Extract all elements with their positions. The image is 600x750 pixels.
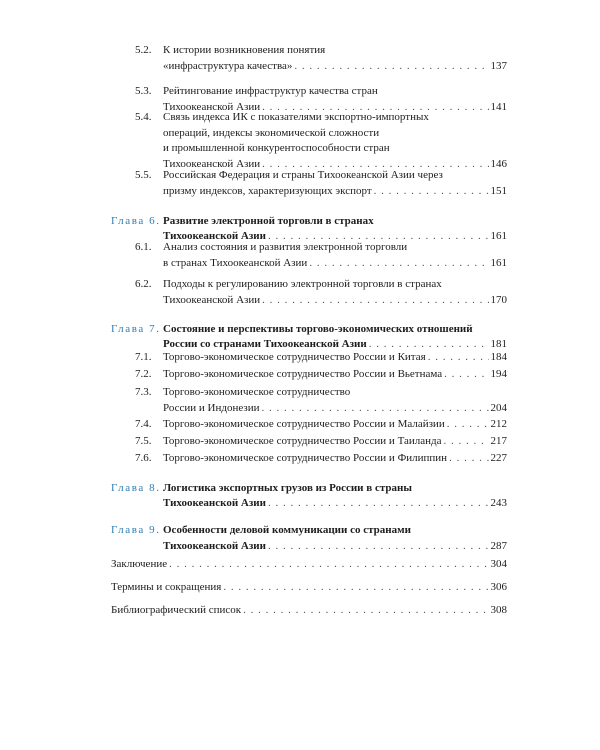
section-number: 7.1. — [135, 351, 152, 363]
page-number: 304 — [490, 558, 507, 570]
section-number: 6.2. — [135, 278, 152, 290]
chapter-label: Глава 7. — [111, 323, 161, 335]
chapter-title-line: Тихоокеанской Азии — [163, 497, 266, 509]
page-number: 161 — [490, 257, 507, 269]
toc-entry-6-2[interactable] — [163, 293, 507, 308]
page-number: 181 — [490, 338, 507, 350]
section-title-line: Российская Федерация и страны Тихоокеанской Азии через — [163, 169, 443, 181]
dot-leader — [262, 293, 488, 308]
section-title-line: Тихоокеанской Азии — [163, 101, 261, 113]
section-number: 5.2. — [135, 44, 152, 56]
section-title-line: Торгово-экономическое сотрудничество России и Китая — [163, 351, 426, 363]
section-number: 6.1. — [135, 241, 152, 253]
chapter-label: Глава 8. — [111, 482, 161, 494]
section-number: 5.5. — [135, 169, 152, 181]
section-title-line: Рейтингование инфраструктур качества стран — [163, 85, 378, 97]
dot-leader — [374, 184, 489, 199]
page-number: 151 — [490, 185, 507, 197]
page-number: 194 — [490, 368, 507, 380]
section-title-line: Торгово-экономическое сотрудничество России и Таиланда — [163, 435, 442, 447]
toc-entry-7-4[interactable] — [163, 417, 507, 432]
page-number: 217 — [490, 435, 507, 447]
page-number: 308 — [490, 604, 507, 616]
chapter-title-line: Логистика экспортных грузов из России в страны — [163, 482, 412, 494]
section-number: 5.3. — [135, 85, 152, 97]
dot-leader — [268, 496, 489, 511]
section-number: 7.2. — [135, 368, 152, 380]
section-number: 7.3. — [135, 386, 152, 398]
section-title-line: К истории возникновения понятия — [163, 44, 326, 56]
page-number: 146 — [490, 158, 507, 170]
chapter-title-line: Тихоокеанской Азии — [163, 230, 266, 242]
page-number: 212 — [490, 418, 507, 430]
page-number: 243 — [490, 497, 507, 509]
toc-entry-7-6[interactable] — [163, 451, 507, 466]
page-number: 287 — [490, 540, 507, 552]
dot-leader — [447, 417, 489, 432]
chapter-title-line: Состояние и перспективы торгово-экономических отношений — [163, 323, 473, 335]
page-number: 137 — [490, 60, 507, 72]
chapter-title-line: Тихоокеанской Азии — [163, 540, 266, 552]
dot-leader — [223, 580, 488, 595]
dot-leader — [449, 451, 488, 466]
section-title-line: «инфраструктура качества» — [163, 60, 293, 72]
section-title-line: Тихоокеанской Азии — [163, 158, 261, 170]
dot-leader — [444, 367, 488, 382]
section-title-line: Связь индекса ИК с показателями экспортно-импортных — [163, 111, 429, 123]
page-number: 227 — [490, 452, 507, 464]
page-number: 306 — [490, 581, 507, 593]
section-number: 5.4. — [135, 111, 152, 123]
back-matter-title: Термины и сокращения — [111, 581, 222, 593]
toc-entry-conclusion[interactable] — [111, 557, 507, 572]
toc-entry-chapter-8[interactable] — [163, 496, 507, 511]
section-title-line: операций, индексы экономической сложности — [163, 127, 380, 139]
chapter-label: Глава 6. — [111, 215, 161, 227]
toc-entry-6-1[interactable] — [163, 256, 507, 271]
toc-entry-7-5[interactable] — [163, 434, 507, 449]
dot-leader — [169, 557, 488, 572]
dot-leader — [428, 350, 489, 365]
section-title-line: в странах Тихоокеанской Азии — [163, 257, 308, 269]
section-title-line: Тихоокеанской Азии — [163, 294, 261, 306]
section-title-line: Анализ состояния и развития электронной торговли — [163, 241, 408, 253]
chapter-title-line: Особенности деловой коммуникации со странами — [163, 524, 411, 536]
section-title-line: и промышленной конкурентоспособности стран — [163, 142, 390, 154]
chapter-title-line: Развитие электронной торговли в странах — [163, 215, 374, 227]
toc-entry-5-2[interactable] — [163, 59, 507, 74]
page-number: 184 — [490, 351, 507, 363]
back-matter-title: Заключение — [111, 558, 168, 570]
dot-leader — [294, 59, 488, 74]
toc-entry-terms[interactable] — [111, 580, 507, 595]
toc-entry-7-3[interactable] — [163, 401, 507, 416]
dot-leader — [309, 256, 488, 271]
section-title-line: Торгово-экономическое сотрудничество России и Филиппин — [163, 452, 448, 464]
page-number: 161 — [490, 230, 507, 242]
toc-entry-chapter-9[interactable] — [163, 539, 507, 554]
dot-leader — [262, 401, 489, 416]
chapter-title-line: России со странами Тихоокеанской Азии — [163, 338, 367, 350]
back-matter-title: Библиографический список — [111, 604, 242, 616]
toc-entry-7-1[interactable] — [163, 350, 507, 365]
toc-entry-5-5[interactable] — [163, 184, 507, 199]
section-title-line: Торгово-экономическое сотрудничество — [163, 386, 351, 398]
page-number: 204 — [490, 402, 507, 414]
section-title-line: Торгово-экономическое сотрудничество России и Вьетнама — [163, 368, 443, 380]
toc-entry-7-2[interactable] — [163, 367, 507, 382]
section-number: 7.6. — [135, 452, 152, 464]
page-number: 141 — [490, 101, 507, 113]
section-title-line: призму индексов, характеризующих экспорт — [163, 185, 372, 197]
page-number: 170 — [490, 294, 507, 306]
dot-leader — [243, 603, 488, 618]
dot-leader — [268, 539, 489, 554]
dot-leader — [444, 434, 489, 449]
toc-entry-bibliography[interactable] — [111, 603, 507, 618]
section-number: 7.5. — [135, 435, 152, 447]
chapter-label: Глава 9. — [111, 524, 161, 536]
section-title-line: России и Индонезии — [163, 402, 260, 414]
section-title-line: Подходы к регулированию электронной торговли в странах — [163, 278, 442, 290]
section-number: 7.4. — [135, 418, 152, 430]
section-title-line: Торгово-экономическое сотрудничество России и Малайзии — [163, 418, 445, 430]
